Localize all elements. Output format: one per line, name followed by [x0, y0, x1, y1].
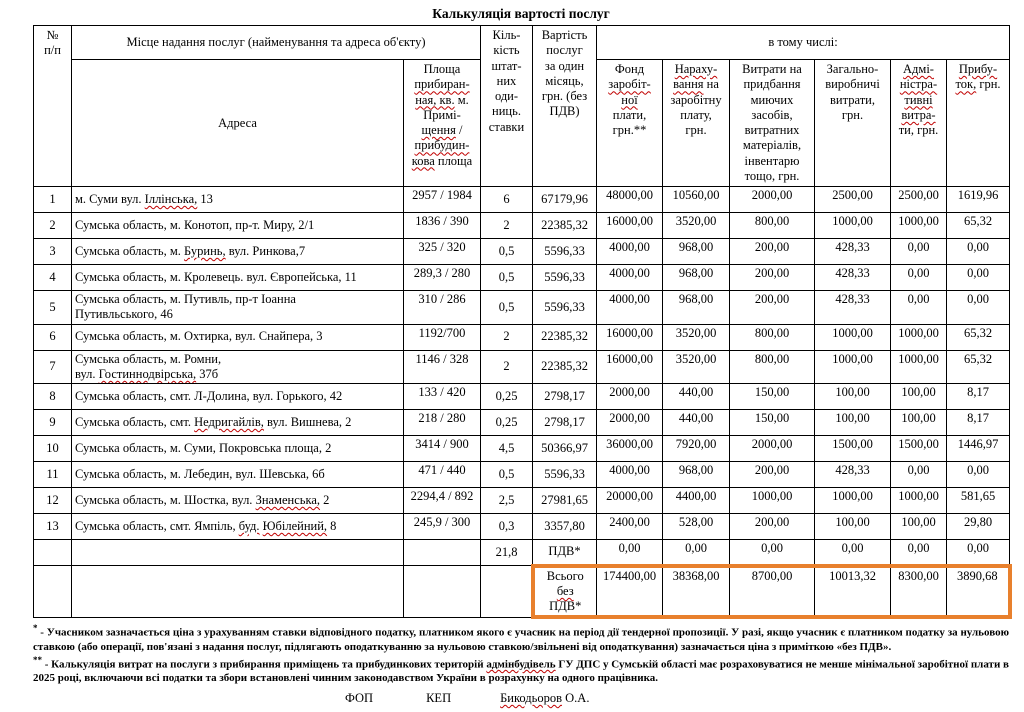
cell-cost: 5596,33: [533, 291, 597, 325]
subtotal-row: [34, 540, 1010, 566]
cell-admin: 2500,00: [891, 187, 947, 213]
cell-address: Сумська область, м. Ромни, вул. Гостиннодвірська, 37б: [72, 350, 404, 384]
misspelled-segment: Недригайлів,: [194, 414, 264, 429]
table-row: [34, 350, 1010, 384]
cell-profit: 1619,96: [947, 187, 1010, 213]
misspelled-segment: витра-: [901, 107, 936, 122]
cell-num: [34, 540, 72, 566]
table-row: [34, 436, 1010, 462]
col-header-cost: Вартість послуг за один місяць, грн. (без ПДВ): [533, 26, 597, 187]
cell-supplies: 200,00: [730, 265, 815, 291]
cell-accrual: 0,00: [663, 540, 730, 566]
cell-qty: 0,3: [481, 514, 533, 540]
cell-cost: 5596,33: [533, 239, 597, 265]
cell-supplies: 200,00: [730, 239, 815, 265]
cell-overhead: 428,33: [815, 462, 891, 488]
cell-fund: 4000,00: [597, 239, 663, 265]
cell-cost: 67179,96: [533, 187, 597, 213]
misspelled-segment: ної: [621, 92, 638, 107]
cell-area: 310 / 286: [404, 291, 481, 325]
misspelled-segment: Іллінська,: [144, 191, 198, 206]
cell-profit: 0,00: [947, 239, 1010, 265]
cell-area: 245,9 / 300: [404, 514, 481, 540]
misspelled-segment: Адмі-: [903, 62, 934, 76]
cell-overhead: 428,33: [815, 239, 891, 265]
cell-admin: 100,00: [891, 384, 947, 410]
cell-num: 6: [34, 324, 72, 350]
cell-num: 5: [34, 291, 72, 325]
total-cell-qty: [481, 566, 533, 618]
cell-qty: 2: [481, 324, 533, 350]
misspelled-segment: заробіт-: [608, 77, 651, 92]
total-cell-supplies: 8700,00: [730, 566, 815, 618]
cell-overhead: 0,00: [815, 540, 891, 566]
cell-overhead: 2500,00: [815, 187, 891, 213]
cell-fund: 16000,00: [597, 213, 663, 239]
table-row: [34, 265, 1010, 291]
misspelled-segment: тивні: [904, 92, 933, 107]
cell-num: 12: [34, 488, 72, 514]
cell-supplies: 200,00: [730, 462, 815, 488]
cell-admin: 100,00: [891, 410, 947, 436]
misspelled-segment: Гостиннодвірська,: [98, 366, 197, 381]
table-row: [34, 462, 1010, 488]
cell-overhead: 428,33: [815, 265, 891, 291]
signature-fop-label: ФОП: [345, 690, 374, 705]
total-cell-profit: 3890,68: [947, 566, 1010, 618]
cell-area: 2294,4 / 892: [404, 488, 481, 514]
cell-admin: 1000,00: [891, 213, 947, 239]
cell-address: Сумська область, м. Буринь, вул. Ринкова,7: [72, 239, 404, 265]
table-row: [34, 384, 1010, 410]
cell-fund: 48000,00: [597, 187, 663, 213]
cell-profit: 65,32: [947, 350, 1010, 384]
cell-profit: 65,32: [947, 213, 1010, 239]
footnote-2-marker: **: [33, 654, 42, 665]
cell-num: 13: [34, 514, 72, 540]
total-cell-overhead: 10013,32: [815, 566, 891, 618]
cell-num: 2: [34, 213, 72, 239]
cell-address: м. Суми вул. Іллінська, 13: [72, 187, 404, 213]
cell-admin: 0,00: [891, 265, 947, 291]
cell-address: Сумська область, м. Суми, Покровська площа, 2: [72, 436, 404, 462]
cell-supplies: 2000,00: [730, 187, 815, 213]
cell-profit: 0,00: [947, 540, 1010, 566]
cell-area: 3414 / 900: [404, 436, 481, 462]
total-row: [34, 566, 1010, 618]
cell-cost: 22385,32: [533, 324, 597, 350]
cell-cost: 3357,80: [533, 514, 597, 540]
footnote-2-text: - Калькуляція витрат на послуги з прибирання приміщень та прибудинкових територій адмінбудівель ГУ ДПС у Сумській області має розраховуватися не менше мінімальної заробітної плати в 2025 році, включаючи всі податки та збори встановлені чинним законодавством України в розрахунку на одного працівника.: [33, 658, 1009, 685]
misspelled-segment: без: [556, 583, 574, 598]
table-row: [34, 187, 1010, 213]
misspelled-segment: ністра-: [899, 77, 938, 92]
cell-num: 10: [34, 436, 72, 462]
cell-area: 2957 / 1984: [404, 187, 481, 213]
footnote-1: [33, 623, 1009, 654]
cell-area: 218 / 280: [404, 410, 481, 436]
cell-overhead: 1000,00: [815, 324, 891, 350]
signature-kep-label: КЕП: [426, 690, 452, 705]
cell-profit: 581,65: [947, 488, 1010, 514]
col-header-accrual: Нараху- вання на заробітну плату, грн.: [663, 60, 730, 187]
cell-overhead: 1500,00: [815, 436, 891, 462]
cell-fund: 20000,00: [597, 488, 663, 514]
col-header-place: Місце надання послуг (найменування та адреса об'єкту): [72, 26, 481, 60]
cell-qty: 4,5: [481, 436, 533, 462]
cell-qty: 21,8: [481, 540, 533, 566]
cell-address: Сумська область, м. Шостка, вул. Знаменська, 2: [72, 488, 404, 514]
cell-admin: 100,00: [891, 514, 947, 540]
col-header-area: Площа прибиран- ная, кв. м. Примі- щення / прибудин- кова площа: [404, 60, 481, 187]
cell-profit: 8,17: [947, 410, 1010, 436]
table-row: [34, 410, 1010, 436]
cell-address: Сумська область, м. Конотоп, пр-т. Миру, 2/1: [72, 213, 404, 239]
cell-cost: 5596,33: [533, 462, 597, 488]
cell-accrual: 528,00: [663, 514, 730, 540]
cell-overhead: 100,00: [815, 410, 891, 436]
cell-admin: 0,00: [891, 291, 947, 325]
cell-supplies: 150,00: [730, 410, 815, 436]
cell-area: 289,3 / 280: [404, 265, 481, 291]
col-header-profit: Прибу- ток, грн.: [947, 60, 1010, 187]
cell-fund: 2000,00: [597, 384, 663, 410]
cell-qty: 0,25: [481, 384, 533, 410]
total-cell-total-label: Всього без ПДВ*: [533, 566, 597, 618]
cell-profit: 65,32: [947, 324, 1010, 350]
cell-address: Сумська область, смт. Л-Долина, вул. Горького, 42: [72, 384, 404, 410]
cell-profit: 1446,97: [947, 436, 1010, 462]
cell-accrual: 968,00: [663, 462, 730, 488]
table-row: [34, 239, 1010, 265]
cell-address: Сумська область, м. Путивль, пр-т Іоанна Путивльського, 46: [72, 291, 404, 325]
cell-admin: 1500,00: [891, 436, 947, 462]
cell-fund: 4000,00: [597, 291, 663, 325]
cell-address: Сумська область, м. Кролевець. вул. Європейська, 11: [72, 265, 404, 291]
cell-num: 7: [34, 350, 72, 384]
misspelled-segment: Бикодьоров: [500, 690, 563, 705]
cell-qty: 2: [481, 350, 533, 384]
cell-accrual: 440,00: [663, 384, 730, 410]
cell-accrual: 7920,00: [663, 436, 730, 462]
cell-area: 325 / 320: [404, 239, 481, 265]
cell-supplies: 1000,00: [730, 488, 815, 514]
cell-fund: 16000,00: [597, 324, 663, 350]
col-header-address: Адреса: [72, 60, 404, 187]
total-cell-area: [404, 566, 481, 618]
cell-profit: 0,00: [947, 291, 1010, 325]
misspelled-segment: щення: [421, 123, 456, 137]
cell-address: [72, 540, 404, 566]
total-cell-num: [34, 566, 72, 618]
footnote-1-marker: *: [33, 623, 38, 634]
cell-num: 9: [34, 410, 72, 436]
cell-accrual: 10560,00: [663, 187, 730, 213]
cell-area: 471 / 440: [404, 462, 481, 488]
cell-overhead: 100,00: [815, 384, 891, 410]
col-header-qty: Кіль- кість штат- них оди- ниць. ставки: [481, 26, 533, 187]
cell-qty: 2: [481, 213, 533, 239]
cell-supplies: 200,00: [730, 514, 815, 540]
table-row: [34, 488, 1010, 514]
cell-num: 11: [34, 462, 72, 488]
cell-fund: 2000,00: [597, 410, 663, 436]
cell-overhead: 100,00: [815, 514, 891, 540]
cell-qty: 0,5: [481, 291, 533, 325]
misspelled-segment: вання: [673, 77, 704, 92]
cell-cost: 22385,32: [533, 213, 597, 239]
misspelled-segment: Знаменська,: [255, 492, 321, 507]
footnote-2: [33, 655, 1009, 686]
cell-qty: 0,5: [481, 239, 533, 265]
total-cell-accrual: 38368,00: [663, 566, 730, 618]
table-row: [34, 514, 1010, 540]
table-row: [34, 213, 1010, 239]
cell-num: 8: [34, 384, 72, 410]
col-header-overhead: Загально- виробничі витрати, грн.: [815, 60, 891, 187]
cell-accrual: 440,00: [663, 410, 730, 436]
cost-calculation-table: [33, 25, 1012, 619]
misspelled-segment: Прибу-: [958, 62, 998, 76]
misspelled-segment: кова: [411, 153, 435, 168]
cell-fund: 16000,00: [597, 350, 663, 384]
cell-address: Сумська область, смт. Недригайлів, вул. Вишнева, 2: [72, 410, 404, 436]
cell-supplies: 800,00: [730, 324, 815, 350]
page-title: Калькуляція вартості послуг: [432, 6, 610, 21]
misspelled-segment: Буринь,: [184, 243, 226, 258]
cell-area: 133 / 420: [404, 384, 481, 410]
misspelled-segment: ная, кв.: [415, 92, 455, 107]
cell-address: Сумська область, м. Охтирка, вул. Снайпера, 3: [72, 324, 404, 350]
cell-qty: 0,25: [481, 410, 533, 436]
cell-profit: 29,80: [947, 514, 1010, 540]
misspelled-segment: адмінбудівель: [486, 658, 556, 671]
cell-qty: 0,5: [481, 462, 533, 488]
col-header-supplies: Витрати на придбання миючих засобів, витратних матеріалів, інвентарю тощо, грн.: [730, 60, 815, 187]
cell-accrual: 968,00: [663, 265, 730, 291]
cell-cost: ПДВ*: [533, 540, 597, 566]
cell-admin: 1000,00: [891, 350, 947, 384]
cell-area: [404, 540, 481, 566]
cell-accrual: 4400,00: [663, 488, 730, 514]
cell-accrual: 3520,00: [663, 213, 730, 239]
cell-fund: 36000,00: [597, 436, 663, 462]
col-header-num: № п/п: [34, 26, 72, 187]
table-row: [34, 291, 1010, 325]
cell-accrual: 968,00: [663, 239, 730, 265]
cell-address: Сумська область, м. Лебедин, вул. Шевська, 6б: [72, 462, 404, 488]
cell-cost: 2798,17: [533, 384, 597, 410]
table-row: [34, 324, 1010, 350]
cell-profit: 0,00: [947, 462, 1010, 488]
misspelled-segment: ток,: [955, 77, 977, 92]
cell-cost: 5596,33: [533, 265, 597, 291]
cell-overhead: 1000,00: [815, 350, 891, 384]
signature-name: Бикодьоров О.А.: [500, 690, 590, 705]
misspelled-segment: прибудин-: [414, 138, 470, 153]
cell-profit: 8,17: [947, 384, 1010, 410]
cell-fund: 0,00: [597, 540, 663, 566]
cell-admin: 0,00: [891, 462, 947, 488]
misspelled-segment: буд.: [238, 518, 260, 533]
cell-cost: 22385,32: [533, 350, 597, 384]
cell-area: 1146 / 328: [404, 350, 481, 384]
cell-overhead: 1000,00: [815, 213, 891, 239]
total-cell-fund: 174400,00: [597, 566, 663, 618]
cell-overhead: 1000,00: [815, 488, 891, 514]
cell-supplies: 800,00: [730, 213, 815, 239]
col-header-admin: Адмі- ністра- тивні витра- ти, грн.: [891, 60, 947, 187]
cell-profit: 0,00: [947, 265, 1010, 291]
misspelled-segment: прибиран-: [414, 77, 470, 92]
cell-supplies: 2000,00: [730, 436, 815, 462]
cell-admin: 0,00: [891, 540, 947, 566]
cell-qty: 6: [481, 187, 533, 213]
total-cell-address: [72, 566, 404, 618]
cell-address: Сумська область, смт. Ямпіль, буд. Юбілейний, 8: [72, 514, 404, 540]
misspelled-segment: Нараху-: [674, 62, 718, 76]
cell-admin: 1000,00: [891, 488, 947, 514]
cell-supplies: 0,00: [730, 540, 815, 566]
col-header-included: в тому числі:: [597, 26, 1010, 60]
table-body: [34, 187, 1010, 618]
cell-overhead: 428,33: [815, 291, 891, 325]
cell-supplies: 200,00: [730, 291, 815, 325]
cell-admin: 0,00: [891, 239, 947, 265]
cell-area: 1192/700: [404, 324, 481, 350]
cell-accrual: 3520,00: [663, 324, 730, 350]
cell-supplies: 150,00: [730, 384, 815, 410]
cell-fund: 4000,00: [597, 265, 663, 291]
cell-qty: 0,5: [481, 265, 533, 291]
total-cell-admin: 8300,00: [891, 566, 947, 618]
cell-num: 1: [34, 187, 72, 213]
signature-line: [345, 691, 1024, 706]
footnote-1-text: - Учасником зазначається ціна з урахуванням ставки відповідного податку, платником якого є учасник на період дії тендерної пропозиції. У разі, якщо учасник є платником податку за нульовою ставкою (або операції, пов'язані з надання послуг, підлягають оподаткуванню за нульовою ставкою/звільнені від оподаткування) зазначається ціна з приміткою «без ПДВ».: [33, 626, 1009, 654]
cell-fund: 2400,00: [597, 514, 663, 540]
cell-admin: 1000,00: [891, 324, 947, 350]
cell-cost: 2798,17: [533, 410, 597, 436]
cell-area: 1836 / 390: [404, 213, 481, 239]
col-header-fund: Фонд заробіт- ної плати, грн.**: [597, 60, 663, 187]
cell-qty: 2,5: [481, 488, 533, 514]
cell-cost: 27981,65: [533, 488, 597, 514]
misspelled-segment: Юбілейний,: [262, 518, 328, 533]
cell-supplies: 800,00: [730, 350, 815, 384]
cell-num: 4: [34, 265, 72, 291]
footnotes: [33, 623, 1009, 686]
cell-cost: 50366,97: [533, 436, 597, 462]
cell-fund: 4000,00: [597, 462, 663, 488]
cell-accrual: 3520,00: [663, 350, 730, 384]
cell-num: 3: [34, 239, 72, 265]
cell-accrual: 968,00: [663, 291, 730, 325]
